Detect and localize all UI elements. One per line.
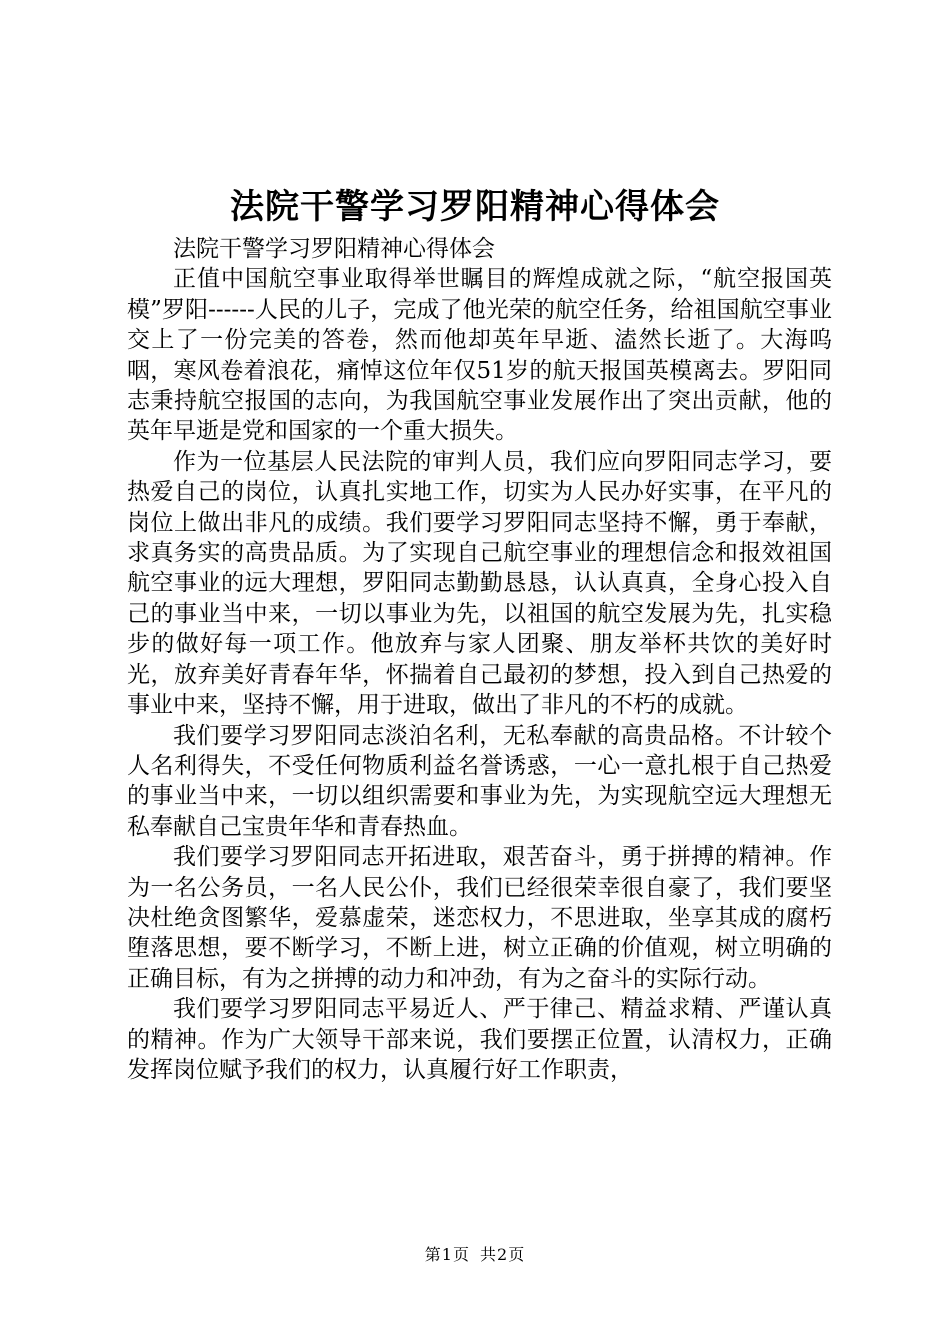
document-title: 法院干警学习罗阳精神心得体会 [230, 187, 720, 227]
paragraph-4: 我们要学习罗阳同志开拓进取，艰苦奋斗，勇于拼搏的精神。作为一名公务员，一名人民公仆，我们已经很荣幸很自豪了，我们要坚决杜绝贪图繁华，爱慕虚荣，迷恋权力，不思进取，坐享其成的腐朽堕落思想，要不断学习，不断上进，树立正确的价值观，树立明确的正确目标，有为之拼搏的动力和冲劲，有为之奋斗的实际行动。 [127, 844, 832, 992]
page-number: 第1页 [424, 1245, 470, 1264]
page-total: 共2页 [480, 1245, 526, 1264]
page-footer [0, 1244, 950, 1266]
document-subtitle: 法院干警学习罗阳精神心得体会 [173, 236, 495, 262]
paragraph-3: 我们要学习罗阳同志淡泊名利，无私奉献的高贵品格。不计较个人名利得失，不受任何物质利益名誉诱惑，一心一意扎根于自己热爱的事业当中来，一切以组织需要和事业为先，为实现航空远大理想无私奉献自己宝贵年华和青春热血。 [127, 722, 832, 840]
document-body [127, 234, 832, 1085]
paragraph-2: 作为一位基层人民法院的审判人员，我们应向罗阳同志学习，要热爱自己的岗位，认真扎实地工作，切实为人民办好实事，在平凡的岗位上做出非凡的成绩。我们要学习罗阳同志坚持不懈，勇于奉献，求真务实的高贵品质。为了实现自己航空事业的理想信念和报效祖国航空事业的远大理想，罗阳同志勤勤恳恳，认认真真，全身心投入自己的事业当中来，一切以事业为先，以祖国的航空发展为先，扎实稳步的做好每一项工作。他放弃与家人团聚、朋友举杯共饮的美好时光，放弃美好青春年华，怀揣着自己最初的梦想，投入到自己热爱的事业中来，坚持不懈，用于进取，做出了非凡的不朽的成就。 [127, 448, 832, 719]
paragraph-5: 我们要学习罗阳同志平易近人、严于律己、精益求精、严谨认真的精神。作为广大领导干部来说，我们要摆正位置，认清权力，正确发挥岗位赋予我们的权力，认真履行好工作职责， [127, 996, 832, 1083]
paragraph-1: 正值中国航空事业取得举世瞩目的辉煌成就之际，“航空报国英模”罗阳------人民的儿子，完成了他光荣的航空任务，给祖国航空事业交上了一份完美的答卷，然而他却英年早逝、溘然长逝了。大海呜咽，寒风卷着浪花，痛悼这位年仅51岁的航天报国英模离去。罗阳同志秉持航空报国的志向，为我国航空事业发展作出了突出贡献，他的英年早逝是党和国家的一个重大损失。 [127, 266, 832, 445]
